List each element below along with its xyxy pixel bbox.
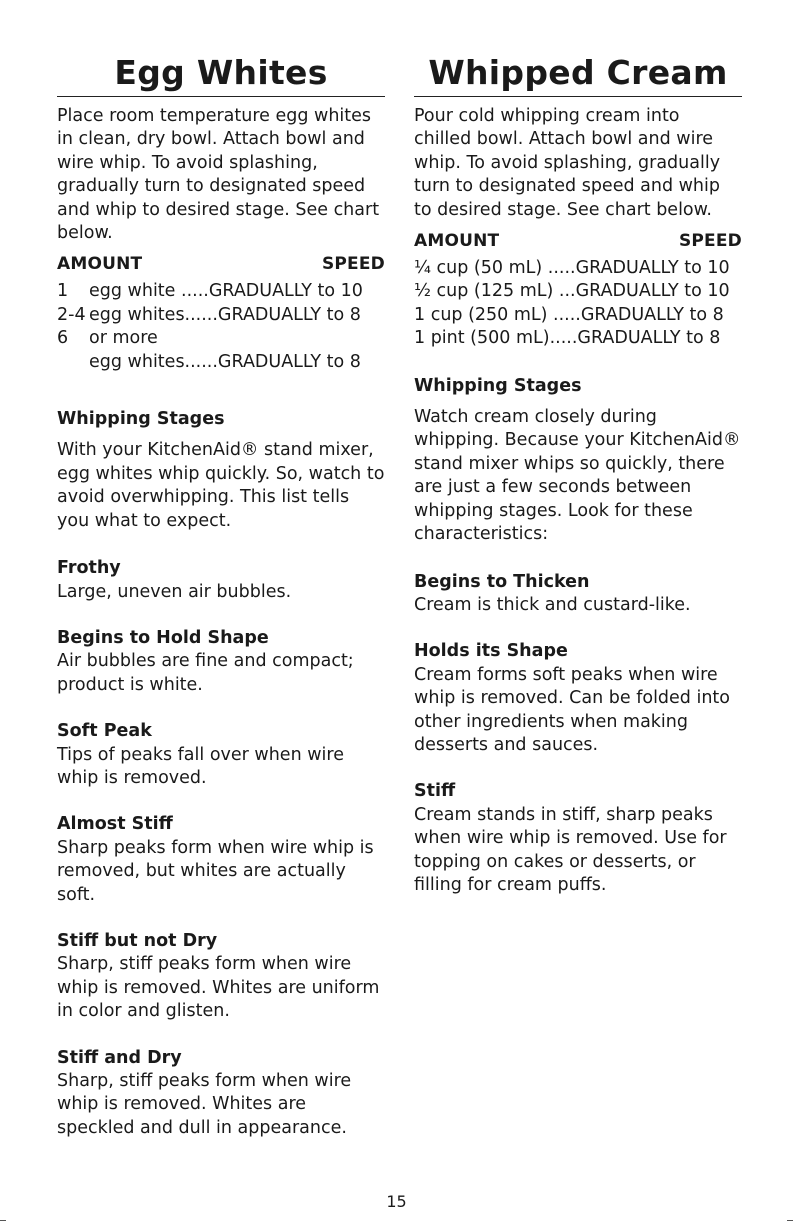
- table-row: [57, 280, 385, 303]
- egg-whites-stages-heading: Whipping Stages: [57, 409, 225, 430]
- row-amount-speed: ¼ cup (50 mL) .....GRADUALLY to 10: [414, 258, 730, 279]
- row-amount-speed: or more: [89, 328, 158, 349]
- stage-item: [57, 720, 385, 790]
- speed-column-label: SPEED: [321, 254, 385, 275]
- stage-description: Air bubbles are fine and compact; product is white.: [57, 651, 354, 695]
- egg-whites-title: Egg Whites: [114, 53, 328, 92]
- stage-description: Cream is thick and custard-like.: [414, 594, 691, 615]
- stage-description: Sharp peaks form when wire whip is removed, but whites are actually soft.: [57, 837, 374, 905]
- whipped-cream-stages-heading: Whipping Stages: [414, 375, 582, 396]
- stage-name: Frothy: [57, 558, 121, 579]
- row-amount-speed: egg whites......GRADUALLY to 8: [89, 351, 361, 372]
- whipped-cream-amount-header: [414, 230, 742, 253]
- whipped-cream-title: Whipped Cream: [428, 53, 728, 92]
- stage-description: Large, uneven air bubbles.: [57, 581, 292, 602]
- table-row: [414, 257, 742, 280]
- stage-description: Sharp, stiff peaks form when wire whip is removed. Whites are uniform in color and glisten.: [57, 954, 380, 1022]
- table-row: [57, 351, 385, 374]
- row-amount-speed: 1 pint (500 mL).....GRADUALLY to 8: [414, 328, 721, 349]
- egg-whites-intro: Place room temperature egg whites in clean, dry bowl. Attach bowl and wire whip. To avoid splashing, gradually turn to designated speed and whip to desired stage. See chart below.: [57, 106, 380, 244]
- row-amount-speed: ½ cup (125 mL) ...GRADUALLY to 10: [414, 281, 730, 302]
- egg-whites-title-rule: [57, 96, 385, 97]
- stage-item: [57, 930, 385, 1024]
- row-quantity: 6: [57, 328, 69, 349]
- table-row: [414, 304, 742, 327]
- stage-name: Holds its Shape: [414, 641, 568, 662]
- stage-description: Sharp, stiff peaks form when wire whip is removed. Whites are speckled and dull in appearance.: [57, 1071, 352, 1138]
- stage-name: Begins to Thicken: [414, 571, 590, 592]
- whipped-cream-section: [414, 0, 742, 897]
- stage-item: [57, 1047, 385, 1141]
- whipped-cream-intro: Pour cold whipping cream into chilled bowl. Attach bowl and wire whip. To avoid splashing, gradually turn to designated speed and whip to desired stage. See chart below.: [414, 106, 721, 220]
- crop-mark: [787, 1220, 793, 1221]
- row-amount-speed: 1 cup (250 mL) .....GRADUALLY to 8: [414, 304, 724, 325]
- stage-item: [57, 813, 385, 907]
- stage-description: Tips of peaks fall over when wire whip is removed.: [57, 744, 344, 788]
- table-row: [414, 327, 742, 350]
- stage-item: [57, 627, 385, 697]
- stage-name: Soft Peak: [57, 721, 152, 742]
- stage-name: Stiff: [414, 781, 456, 802]
- stage-name: Begins to Hold Shape: [57, 627, 269, 648]
- stage-name: Stiff but not Dry: [57, 930, 218, 951]
- egg-whites-speed-table: [57, 280, 385, 374]
- stage-item: [414, 571, 742, 618]
- row-quantity: [57, 351, 77, 374]
- whipped-cream-stages-intro: Watch cream closely during whipping. Because your KitchenAid® stand mixer whips so quickly, there are just a few seconds between whipping stages. Look for these characteristics:: [414, 407, 741, 545]
- stage-name: Almost Stiff: [57, 814, 173, 835]
- crop-mark: [0, 1220, 6, 1221]
- stage-description: Cream stands in stiff, sharp peaks when wire whip is removed. Use for topping on cakes or desserts, or filling for cream puffs.: [414, 804, 727, 895]
- page-number: 15: [386, 1192, 407, 1211]
- stage-item: [57, 557, 385, 604]
- whipped-cream-title-rule: [414, 96, 742, 97]
- egg-whites-stages-intro: With your KitchenAid® stand mixer, egg whites whip quickly. So, watch to avoid overwhipping. This list tells you what to expect.: [57, 440, 385, 531]
- row-quantity: 2-4: [57, 304, 86, 325]
- table-row: [414, 280, 742, 303]
- stage-item: [414, 780, 742, 897]
- stage-item: [414, 640, 742, 757]
- row-quantity: 1: [57, 281, 69, 302]
- amount-column-label: AMOUNT: [57, 254, 143, 275]
- table-row: [57, 327, 385, 350]
- egg-whites-amount-header: [57, 253, 385, 276]
- whipped-cream-speed-table: [414, 257, 742, 351]
- row-amount-speed: egg white .....GRADUALLY to 10: [89, 281, 363, 302]
- stage-description: Cream forms soft peaks when wire whip is removed. Can be folded into other ingredients when making desserts and sauces.: [414, 664, 730, 755]
- row-amount-speed: egg whites......GRADUALLY to 8: [89, 304, 361, 325]
- amount-column-label: AMOUNT: [414, 231, 500, 252]
- egg-whites-section: [57, 0, 385, 1140]
- speed-column-label: SPEED: [678, 231, 742, 252]
- table-row: [57, 304, 385, 327]
- stage-name: Stiff and Dry: [57, 1047, 182, 1068]
